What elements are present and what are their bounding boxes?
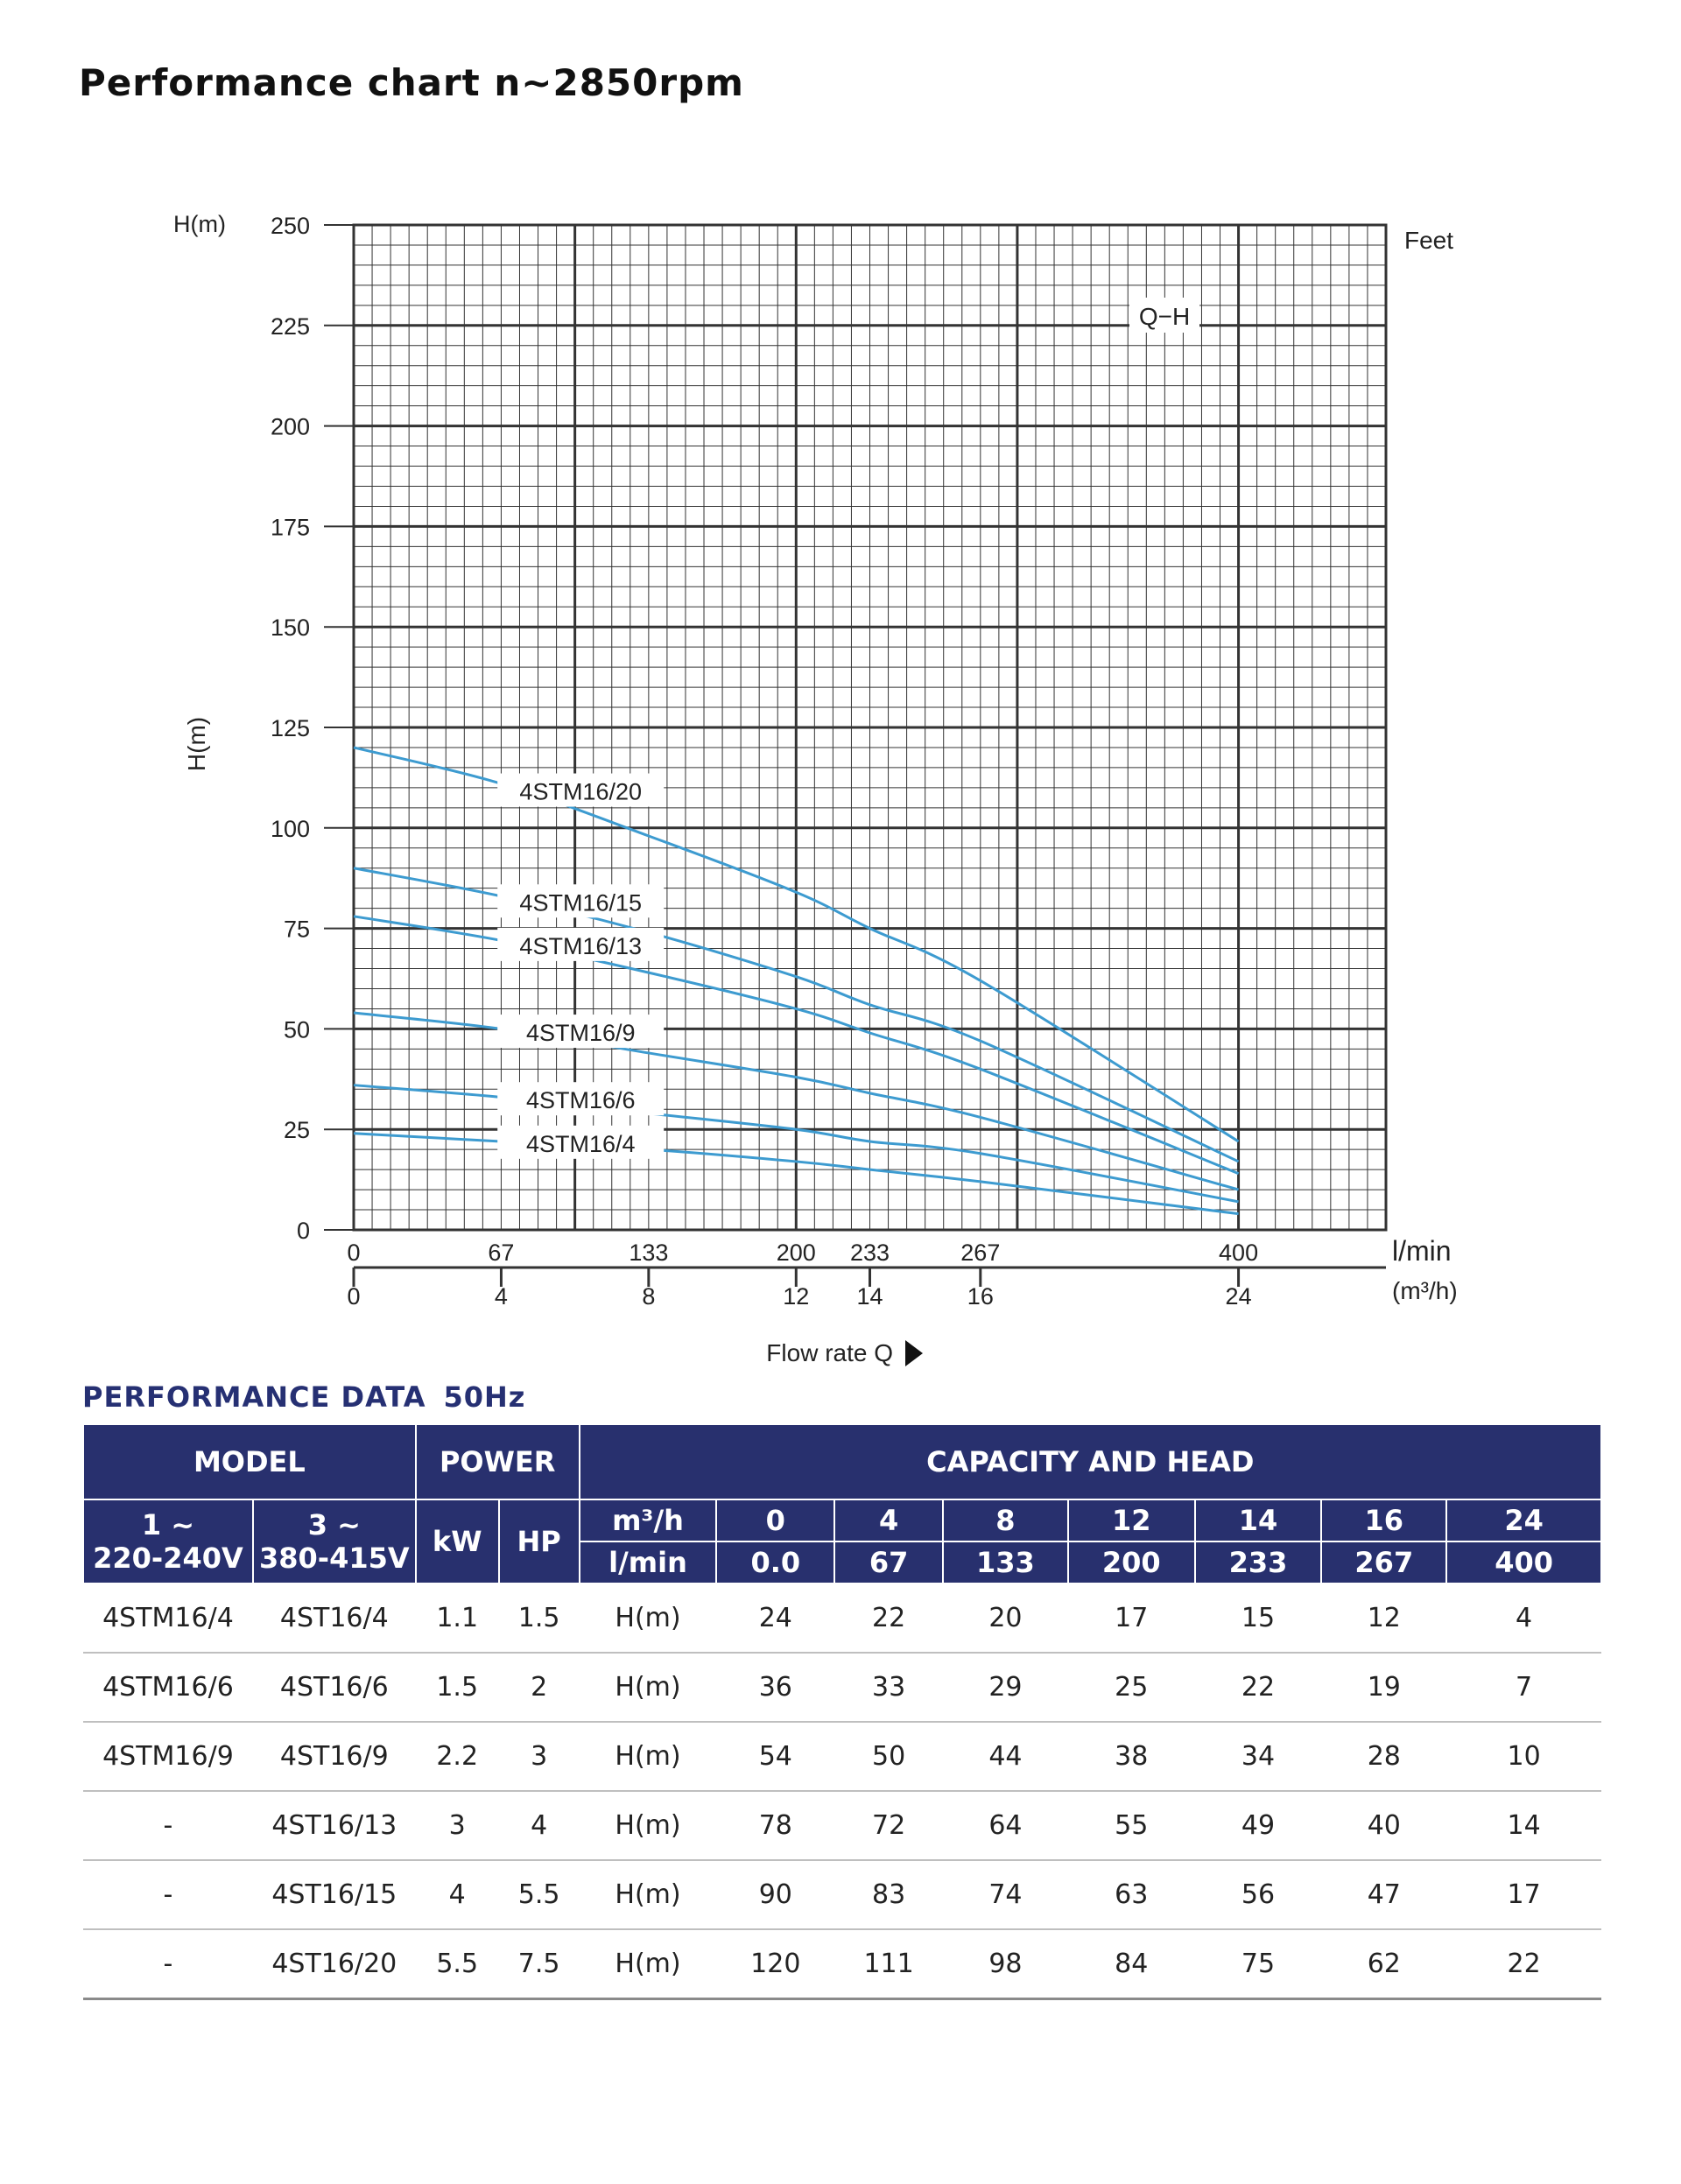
m3h-value: 4	[834, 1499, 943, 1541]
single-phase-model: 4STM16/4	[83, 1584, 253, 1653]
head-value: 29	[943, 1653, 1068, 1722]
lmin-value: 267	[1321, 1541, 1446, 1584]
single-phase-model: 4STM16/9	[83, 1722, 253, 1791]
y-tick-label: 200	[270, 413, 310, 440]
m3h-value: 0	[716, 1499, 834, 1541]
performance-data-title	[82, 1380, 525, 1414]
three-phase-header	[253, 1499, 416, 1584]
head-value: 7	[1446, 1653, 1601, 1722]
head-value: 33	[834, 1653, 943, 1722]
head-value: 83	[834, 1860, 943, 1929]
series-label: 4STM16/15	[519, 889, 643, 916]
y-tick-label: 175	[270, 514, 310, 541]
x-tick-label-m3h: 8	[642, 1283, 656, 1310]
head-value: 120	[716, 1929, 834, 1999]
x-tick-label-m3h: 12	[783, 1283, 810, 1310]
x-unit-lmin: l/min	[1392, 1235, 1452, 1267]
y-tick-label: 250	[270, 213, 310, 239]
x-tick-label-lmin: 267	[960, 1239, 1001, 1266]
m3h-unit-header: m³/h	[580, 1499, 717, 1541]
head-value: 49	[1195, 1791, 1322, 1860]
y-tick-label: 25	[283, 1117, 310, 1144]
x-tick-label-lmin: 67	[488, 1239, 515, 1266]
lmin-value: 0.0	[716, 1541, 834, 1584]
power-hp: 2	[499, 1653, 580, 1722]
head-value: 15	[1195, 1584, 1322, 1653]
qh-label: Q−H	[1138, 303, 1191, 330]
table-row	[83, 1584, 1601, 1653]
y-tick-label: 125	[270, 715, 310, 741]
hp-header: HP	[499, 1499, 580, 1584]
power-hp: 3	[499, 1722, 580, 1791]
three-phase-model: 4ST16/4	[253, 1584, 416, 1653]
single-phase-model: -	[83, 1929, 253, 1999]
head-value: 72	[834, 1791, 943, 1860]
head-value: 36	[716, 1653, 834, 1722]
head-value: 64	[943, 1791, 1068, 1860]
head-value: 56	[1195, 1860, 1322, 1929]
head-value: 63	[1068, 1860, 1195, 1929]
m3h-value: 12	[1068, 1499, 1195, 1541]
head-unit: H(m)	[580, 1584, 717, 1653]
x-tick-label-m3h: 24	[1225, 1283, 1252, 1310]
head-value: 74	[943, 1860, 1068, 1929]
single-phase-model: 4STM16/6	[83, 1653, 253, 1722]
x-tick-label-lmin: 400	[1219, 1239, 1259, 1266]
head-unit: H(m)	[580, 1860, 717, 1929]
lmin-unit-header: l/min	[580, 1541, 717, 1584]
chart-grid	[354, 225, 1386, 1230]
head-value: 19	[1321, 1653, 1446, 1722]
x-tick-label-m3h: 14	[856, 1283, 883, 1310]
power-kw: 3	[416, 1791, 499, 1860]
head-value: 44	[943, 1722, 1068, 1791]
performance-table-body	[83, 1584, 1601, 1999]
series-label: 4STM16/9	[525, 1020, 636, 1047]
x-tick-label-m3h: 4	[494, 1283, 508, 1310]
three-phase-symbol: 3 ~	[307, 1508, 361, 1541]
x-unit-m3h: (m³/h)	[1392, 1277, 1458, 1304]
head-value: 22	[1446, 1929, 1601, 1999]
lmin-value: 200	[1068, 1541, 1195, 1584]
head-value: 38	[1068, 1722, 1195, 1791]
series-label: 4STM16/6	[525, 1087, 636, 1114]
kw-header: kW	[416, 1499, 499, 1584]
flow-arrow-icon	[905, 1340, 923, 1366]
table-row	[83, 1929, 1601, 1999]
head-value: 22	[834, 1584, 943, 1653]
power-kw: 1.5	[416, 1653, 499, 1722]
head-value: 90	[716, 1860, 834, 1929]
lmin-value: 133	[943, 1541, 1068, 1584]
series-label: 4STM16/13	[519, 932, 643, 959]
power-hp: 7.5	[499, 1929, 580, 1999]
head-unit: H(m)	[580, 1722, 717, 1791]
three-phase-model: 4ST16/9	[253, 1722, 416, 1791]
head-value: 14	[1446, 1791, 1601, 1860]
capacity-head-header: CAPACITY AND HEAD	[580, 1424, 1601, 1499]
x-tick-label-m3h: 0	[347, 1283, 361, 1310]
power-kw: 2.2	[416, 1722, 499, 1791]
table-row	[83, 1791, 1601, 1860]
three-phase-model: 4ST16/6	[253, 1653, 416, 1722]
head-value: 50	[834, 1722, 943, 1791]
y-tick-label: 75	[283, 916, 310, 943]
head-value: 40	[1321, 1791, 1446, 1860]
power-hp: 5.5	[499, 1860, 580, 1929]
chart-axes	[271, 213, 1386, 1310]
head-value: 28	[1321, 1722, 1446, 1791]
chart-labels	[173, 211, 1458, 1366]
model-header: MODEL	[83, 1424, 416, 1499]
series-label: 4STM16/20	[519, 778, 643, 805]
x-axis-title: Flow rate Q	[766, 1339, 893, 1366]
m3h-value: 8	[943, 1499, 1068, 1541]
m3h-value: 16	[1321, 1499, 1446, 1541]
table-row	[83, 1860, 1601, 1929]
x-tick-label-m3h: 16	[967, 1283, 994, 1310]
series-label: 4STM16/4	[525, 1130, 636, 1157]
head-value: 22	[1195, 1653, 1322, 1722]
feet-label: Feet	[1404, 227, 1454, 254]
head-value: 25	[1068, 1653, 1195, 1722]
head-value: 47	[1321, 1860, 1446, 1929]
three-phase-model: 4ST16/20	[253, 1929, 416, 1999]
head-unit: H(m)	[580, 1929, 717, 1999]
lmin-value: 67	[834, 1541, 943, 1584]
m3h-value: 24	[1446, 1499, 1601, 1541]
power-kw: 5.5	[416, 1929, 499, 1999]
power-kw: 1.1	[416, 1584, 499, 1653]
three-phase-voltage: 380-415V	[258, 1541, 410, 1575]
table-row	[83, 1722, 1601, 1791]
head-value: 12	[1321, 1584, 1446, 1653]
head-unit: H(m)	[580, 1653, 717, 1722]
x-tick-label-lmin: 200	[776, 1239, 816, 1266]
single-phase-header	[83, 1499, 253, 1584]
head-value: 24	[716, 1584, 834, 1653]
head-value: 62	[1321, 1929, 1446, 1999]
head-value: 17	[1068, 1584, 1195, 1653]
single-phase-model: -	[83, 1791, 253, 1860]
y-tick-label: 100	[270, 815, 310, 842]
table-row	[83, 1653, 1601, 1722]
power-hp: 1.5	[499, 1584, 580, 1653]
m3h-value: 14	[1195, 1499, 1322, 1541]
power-hp: 4	[499, 1791, 580, 1860]
performance-table	[82, 1423, 1602, 2000]
x-tick-label-lmin: 0	[347, 1239, 361, 1266]
head-value: 34	[1195, 1722, 1322, 1791]
y-tick-label: 50	[283, 1016, 310, 1043]
x-tick-label-lmin: 133	[629, 1239, 669, 1266]
performance-data-label: PERFORMANCE DATA	[82, 1380, 426, 1414]
y-tick-label: 225	[270, 313, 310, 340]
performance-chart	[0, 193, 1681, 1374]
power-header: POWER	[416, 1424, 580, 1499]
three-phase-model: 4ST16/13	[253, 1791, 416, 1860]
lmin-value: 400	[1446, 1541, 1601, 1584]
y-tick-label: 150	[270, 614, 310, 642]
page-title: Performance chart n~2850rpm	[79, 61, 744, 104]
head-value: 54	[716, 1722, 834, 1791]
y-axis-label-side: H(m)	[183, 716, 210, 772]
head-value: 98	[943, 1929, 1068, 1999]
head-value: 75	[1195, 1929, 1322, 1999]
head-unit: H(m)	[580, 1791, 717, 1860]
lmin-value: 233	[1195, 1541, 1322, 1584]
single-phase-voltage: 220-240V	[93, 1541, 243, 1575]
y-tick-label: 0	[296, 1218, 310, 1244]
head-value: 17	[1446, 1860, 1601, 1929]
three-phase-model: 4ST16/15	[253, 1860, 416, 1929]
head-value: 111	[834, 1929, 943, 1999]
head-value: 78	[716, 1791, 834, 1860]
single-phase-symbol: 1 ~	[141, 1508, 195, 1541]
frequency-label: 50Hz	[443, 1380, 526, 1414]
x-tick-label-lmin: 233	[849, 1239, 890, 1266]
head-value: 84	[1068, 1929, 1195, 1999]
single-phase-model: -	[83, 1860, 253, 1929]
head-value: 4	[1446, 1584, 1601, 1653]
head-value: 55	[1068, 1791, 1195, 1860]
head-value: 20	[943, 1584, 1068, 1653]
y-axis-label-top: H(m)	[173, 211, 226, 237]
head-value: 10	[1446, 1722, 1601, 1791]
power-kw: 4	[416, 1860, 499, 1929]
